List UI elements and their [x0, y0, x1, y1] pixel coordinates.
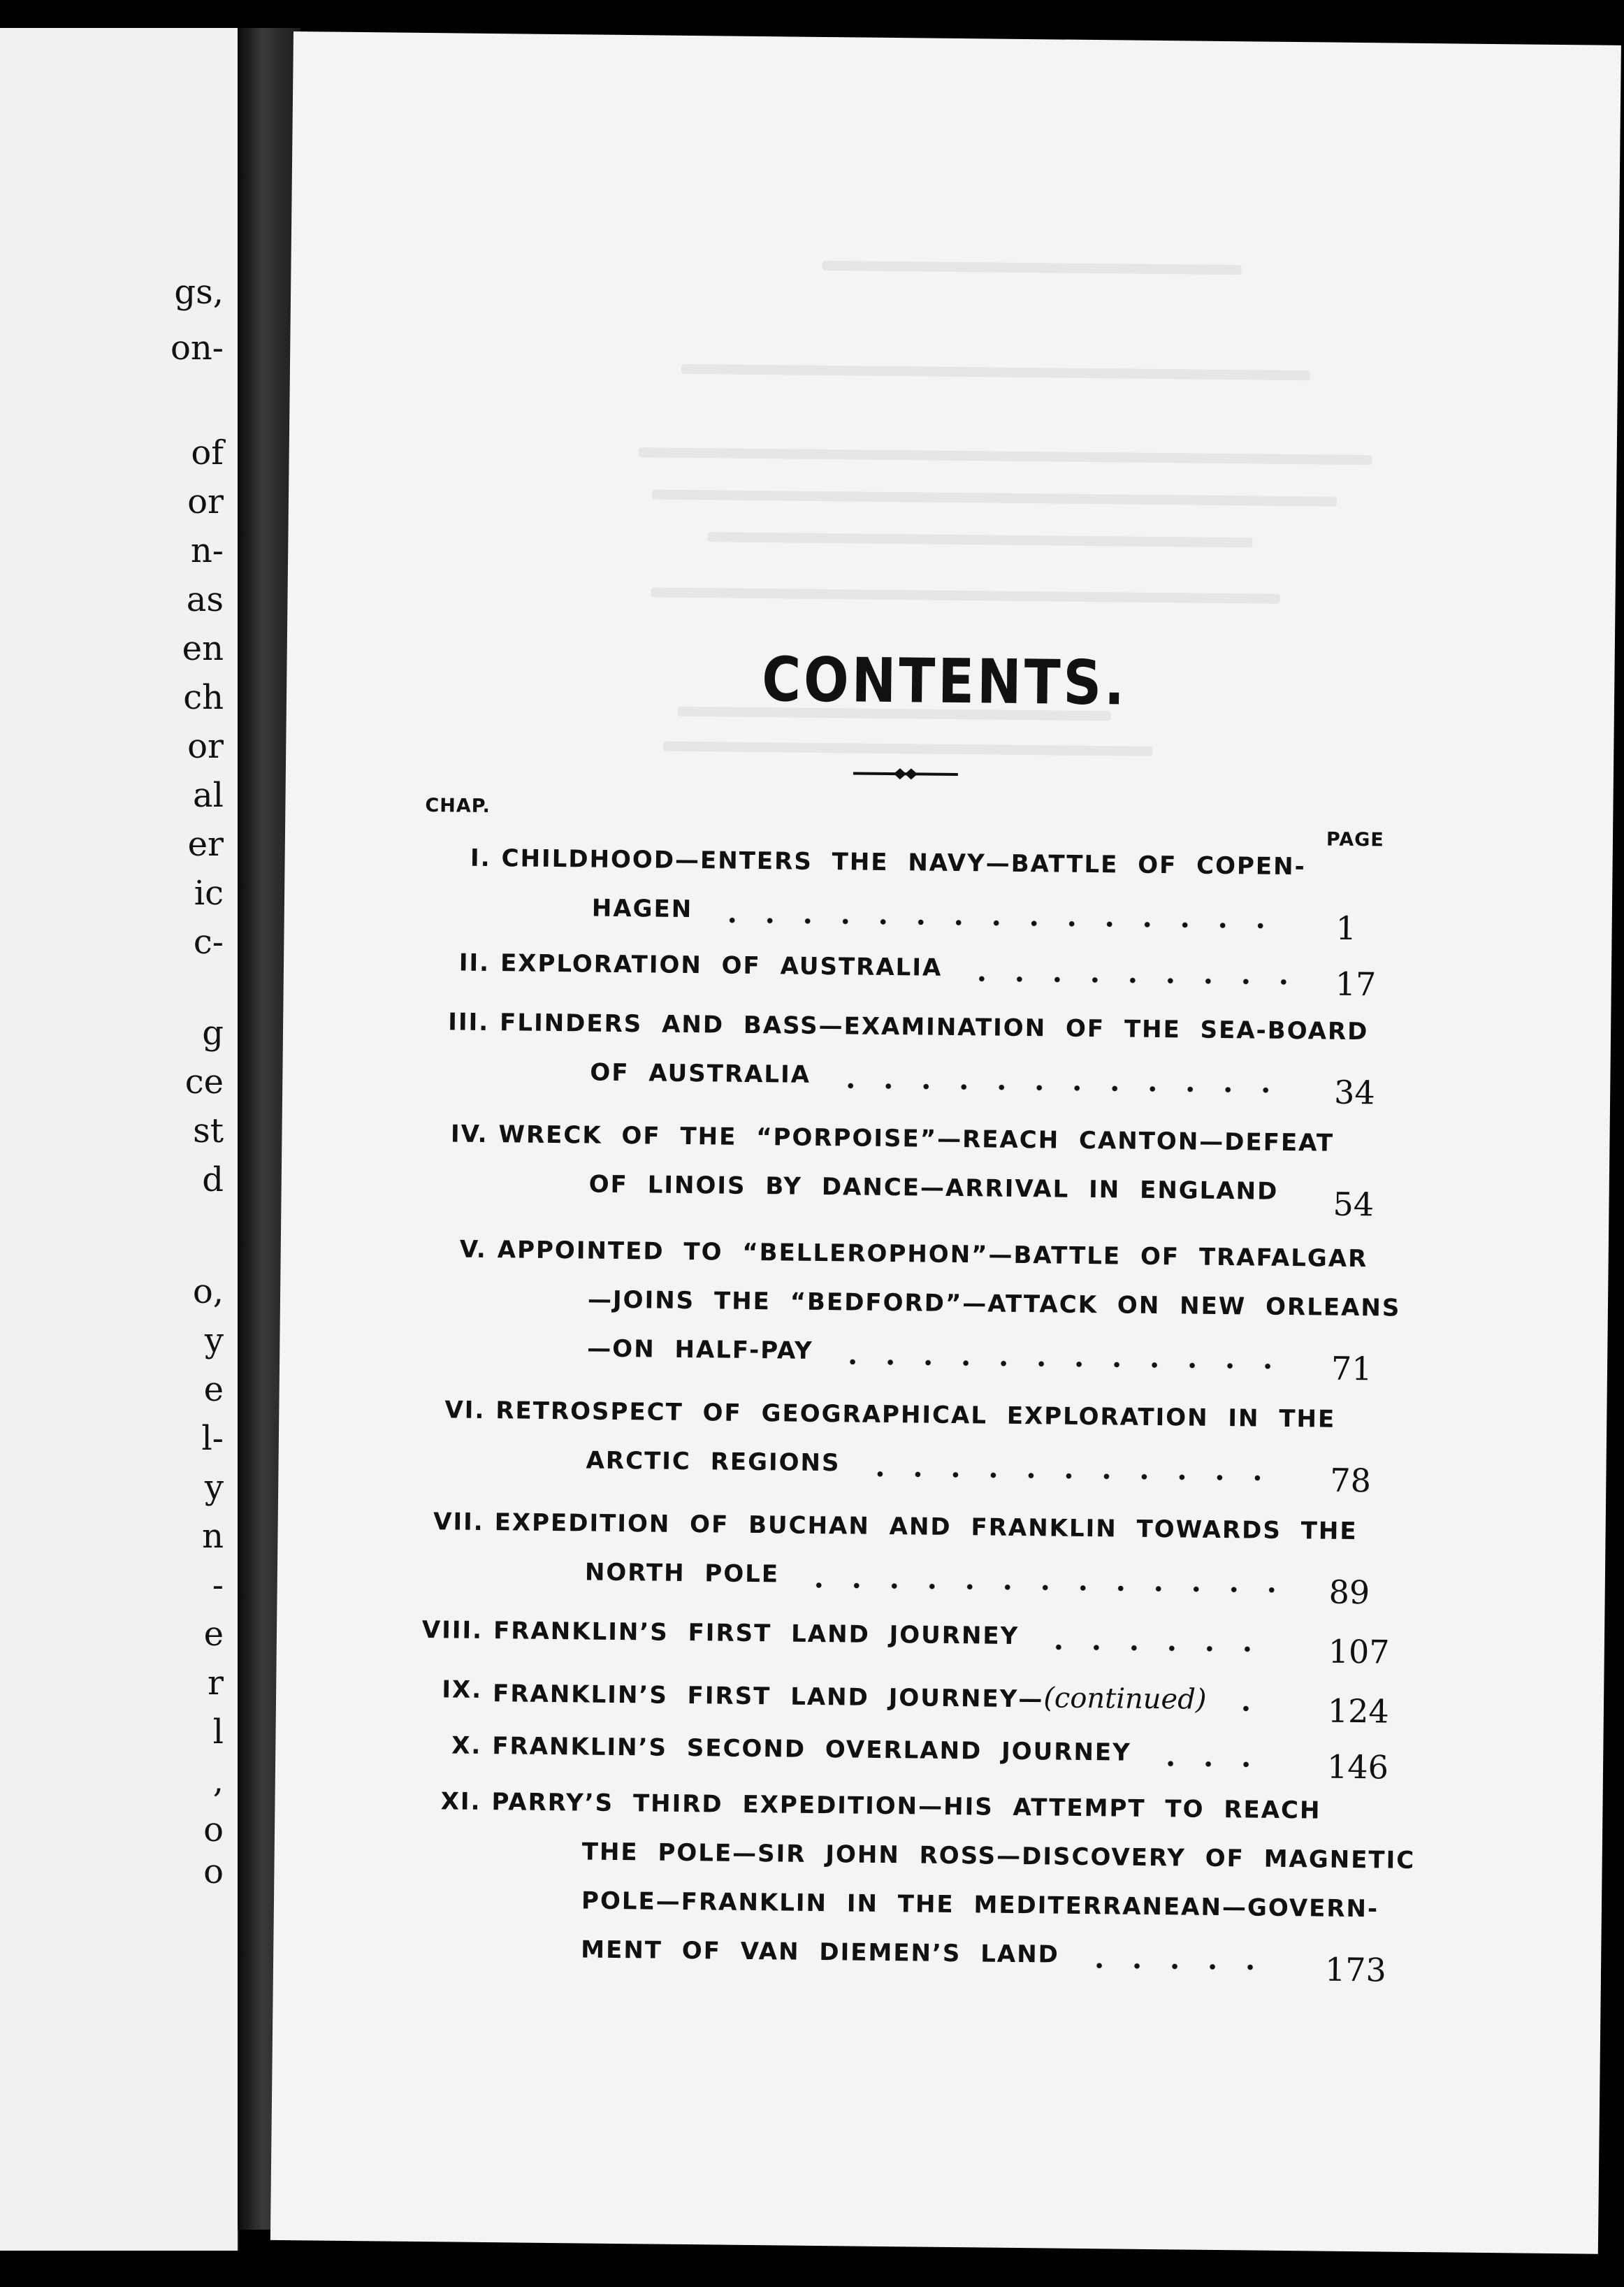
left-page-text-fragments	[92, 28, 232, 2251]
left-page-fragment: l-	[201, 1419, 224, 1458]
chapter-title-line: FRANKLIN’S SECOND OVERLAND JOURNEY	[492, 1732, 1131, 1767]
left-page-fragment: ce	[184, 1062, 224, 1102]
chapter-title-line: —JOINS THE “BEDFORD”—ATTACK ON NEW ORLEANS	[587, 1285, 1401, 1322]
leader-dots	[861, 1471, 1281, 1482]
chapter-title-line: OF AUSTRALIA	[590, 1058, 811, 1089]
show-through-mark	[681, 364, 1310, 380]
left-page-fragment: n	[202, 1517, 224, 1556]
chapter-title-line: THE POLE—SIR JOHN ROSS—DISCOVERY OF MAGNETIC	[581, 1838, 1416, 1875]
page-number: 107	[1328, 1632, 1390, 1671]
page-number: 1	[1335, 909, 1357, 947]
left-page-fragment: o	[203, 1852, 224, 1891]
leader-dots	[963, 975, 1286, 986]
chapter-title-line: POLE—FRANKLIN IN THE MEDITERRANEAN—GOVERN-	[581, 1886, 1379, 1924]
left-page-fragment: g	[202, 1013, 224, 1053]
page-number: 17	[1335, 965, 1377, 1004]
chapter-number: III.	[448, 1008, 490, 1037]
chapter-title-line: NORTH POLE	[584, 1558, 780, 1589]
chapter-title-line: APPOINTED TO “BELLEROPHON”—BATTLE OF TRAFALGAR	[497, 1236, 1368, 1274]
continued-note: (continued)	[1043, 1682, 1207, 1716]
left-page-fragment: ,	[212, 1761, 224, 1801]
chapter-title-line: ARCTIC REGIONS	[586, 1446, 841, 1478]
chapter-title-line: EXPEDITION OF BUCHAN AND FRANKLIN TOWARDS THE	[494, 1508, 1358, 1546]
chapter-number: IX.	[442, 1675, 483, 1704]
leader-dots	[1152, 1760, 1278, 1768]
left-page-fragment: r	[208, 1664, 224, 1703]
page-title: CONTENTS.	[761, 643, 1128, 719]
leader-dots	[832, 1082, 1285, 1094]
contents-page	[270, 31, 1621, 2254]
left-page-fragment: l	[212, 1712, 224, 1752]
left-page-fragment: o	[203, 1810, 224, 1849]
left-page-fragment: al	[193, 776, 224, 815]
chapter-title-line: WRECK OF THE “PORPOISE”—REACH CANTON—DEFEAT	[498, 1120, 1335, 1157]
chapter-title-line: FRANKLIN’S FIRST LAND JOURNEY—(continued)	[492, 1680, 1207, 1716]
chapter-title-line: —ON HALF-PAY	[587, 1334, 813, 1365]
chapter-title-line: RETROSPECT OF GEOGRAPHICAL EXPLORATION IN THE	[495, 1397, 1336, 1434]
page-number: 54	[1333, 1185, 1375, 1224]
chapter-title-line: FLINDERS AND BASS—EXAMINATION OF THE SEA-BOARD	[499, 1009, 1369, 1046]
chapter-number: X.	[451, 1731, 482, 1760]
page-number: 146	[1326, 1747, 1389, 1787]
left-page-fragment: er	[187, 825, 224, 864]
chapter-number: XI.	[440, 1787, 481, 1816]
chapter-number: VIII.	[421, 1616, 484, 1645]
left-page-fragment: as	[186, 580, 224, 619]
show-through-mark	[663, 742, 1152, 756]
left-page-fragment: e	[203, 1370, 224, 1409]
chapter-column-header: CHAP.	[425, 795, 491, 818]
page-number: 173	[1324, 1950, 1387, 1989]
show-through-mark	[707, 532, 1252, 547]
left-facing-page	[0, 28, 239, 2251]
page-column-header: PAGE	[1326, 828, 1384, 851]
leader-dots	[1227, 1705, 1279, 1712]
show-through-mark	[652, 489, 1337, 506]
chapter-number: IV.	[450, 1120, 488, 1149]
page-number: 71	[1331, 1349, 1372, 1388]
left-page-fragment: d	[202, 1160, 224, 1199]
chapter-title-line: FRANKLIN’S FIRST LAND JOURNEY	[493, 1617, 1020, 1650]
left-page-fragment: st	[193, 1111, 224, 1150]
left-page-fragment: en	[182, 629, 224, 668]
leader-dots	[1080, 1962, 1276, 1971]
left-page-fragment: on-	[170, 329, 224, 368]
title-ornament-rule	[853, 764, 958, 784]
chapter-title-line: PARRY’S THIRD EXPEDITION—HIS ATTEMPT TO REACH	[491, 1788, 1321, 1825]
chapter-title-line: HAGEN	[591, 894, 693, 924]
chapter-title-line: CHILDHOOD—ENTERS THE NAVY—BATTLE OF COPEN-	[501, 844, 1306, 881]
leader-dots	[713, 916, 1287, 930]
show-through-mark	[651, 587, 1280, 603]
chapter-title-line: MENT OF VAN DIEMEN’S LAND	[581, 1935, 1060, 1969]
chapter-title-line: OF LINOIS BY DANCE—ARRIVAL IN ENGLAND	[588, 1170, 1279, 1206]
page-number: 78	[1330, 1461, 1372, 1500]
left-page-fragment: or	[187, 727, 224, 766]
chapter-number: I.	[470, 844, 491, 873]
page-number: 124	[1327, 1691, 1390, 1731]
left-page-fragment: n-	[190, 531, 224, 570]
left-page-fragment: e	[203, 1615, 224, 1654]
left-page-fragment: or	[187, 482, 224, 521]
chapter-number: VI.	[444, 1396, 486, 1424]
leader-dots	[1040, 1643, 1279, 1653]
left-page-fragment: c-	[193, 923, 224, 962]
left-page-fragment: ch	[183, 678, 224, 717]
leader-dots	[834, 1358, 1282, 1370]
show-through-mark	[639, 447, 1372, 465]
left-page-fragment: o,	[192, 1272, 224, 1311]
leader-dots	[800, 1582, 1280, 1594]
chapter-title-line: EXPLORATION OF AUSTRALIA	[500, 949, 943, 982]
left-page-fragment: -	[212, 1566, 224, 1605]
left-page-fragment: of	[191, 433, 224, 472]
chapter-number: V.	[459, 1235, 487, 1264]
left-page-fragment: ic	[194, 874, 224, 913]
chapter-number: II.	[458, 948, 491, 978]
page-number: 34	[1333, 1073, 1376, 1112]
show-through-text	[293, 31, 1621, 45]
page-number: 89	[1328, 1573, 1370, 1612]
left-page-fragment: gs,	[174, 273, 224, 312]
left-page-fragment: y	[204, 1468, 224, 1507]
show-through-mark	[822, 261, 1241, 275]
left-page-fragment: y	[204, 1321, 224, 1360]
chapter-number: VII.	[433, 1508, 484, 1536]
